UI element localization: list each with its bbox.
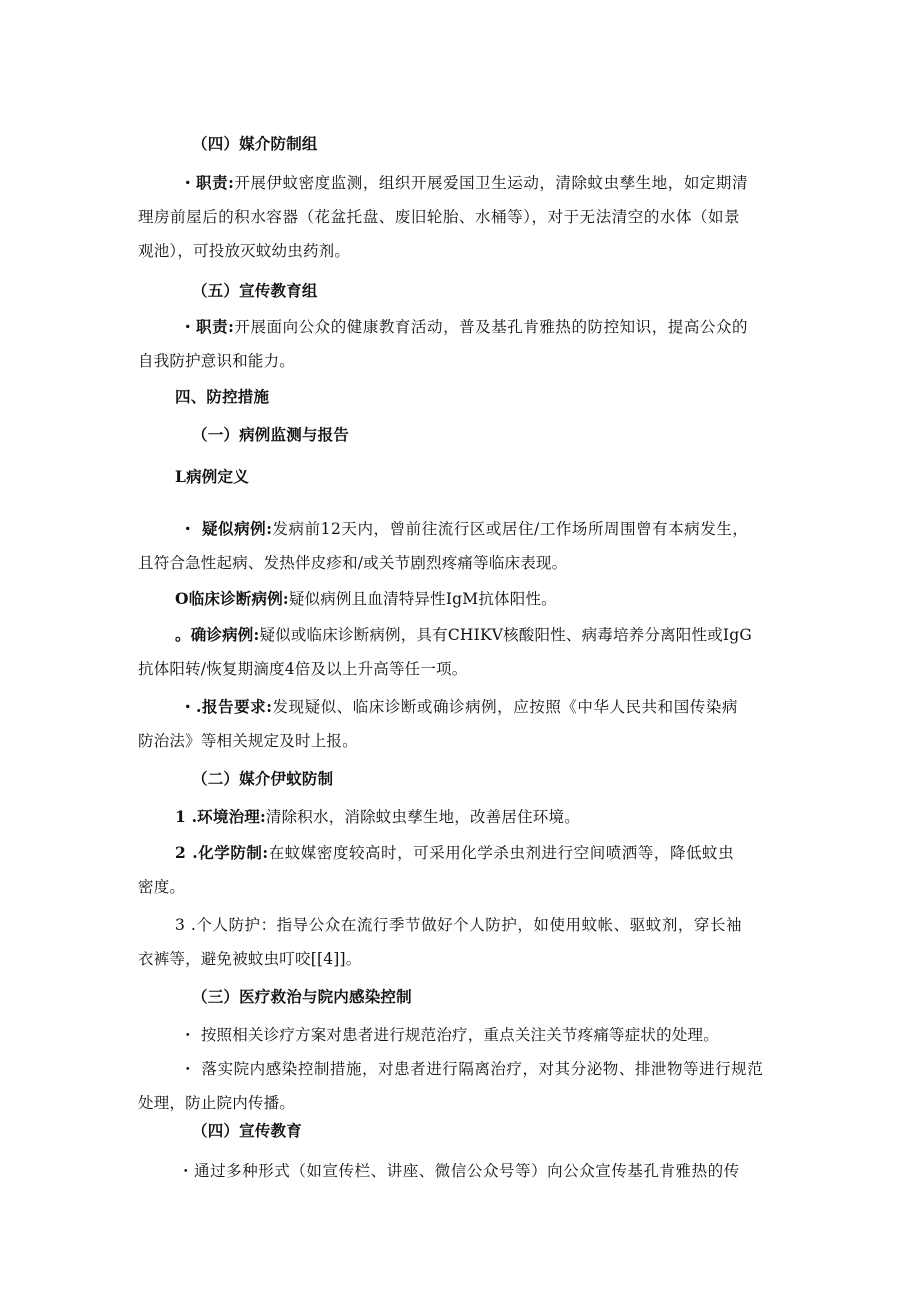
- list-item: ・ 按照相关诊疗方案对患者进行规范治疗，重点关注关节疼痛等症状的处理。: [180, 1026, 719, 1044]
- duty-label: ・职责:: [180, 173, 235, 192]
- heading-publicity: （四）宣传教育: [192, 1121, 302, 1140]
- list-item: ・通过多种形式（如宣传栏、讲座、微信公众号等）向公众宣传基孔肯雅热的传: [178, 1162, 740, 1180]
- report-text: 发现疑似、临床诊断或确诊病例，应按照《中华人民共和国传染病: [272, 698, 738, 716]
- heading-case-definition: L病例定义: [175, 467, 249, 486]
- paragraph-line: [180, 696, 738, 718]
- env-label: 1 .环境治理:: [175, 807, 266, 826]
- paragraph-line: 抗体阳转/恢复期滴度4倍及以上升高等任一项。: [138, 660, 468, 678]
- heading-measures: 四、防控措施: [175, 387, 270, 406]
- paragraph-line: 3 .个人防护：指导公众在流行季节做好个人防护，如使用蚊帐、驱蚊剂，穿长袖: [175, 916, 743, 934]
- duty-text: 开展伊蚊密度监测，组织开展爱国卫生运动，清除蚊虫孳生地，如定期清: [234, 174, 749, 192]
- suspected-label: ・ 疑似病例:: [180, 519, 273, 538]
- env-text: 清除积水，消除蚊虫孳生地，改善居住环境。: [265, 808, 580, 826]
- paragraph-line: [180, 172, 748, 194]
- paragraph-line: [175, 842, 734, 864]
- confirmed-text: 疑似或临床诊断病例，具有CHIKV核酸阳性、病毒培养分离阳性或IgG: [259, 626, 752, 644]
- paragraph-line: [180, 316, 748, 338]
- paragraph-line: 自我防护意识和能力。: [138, 352, 296, 370]
- list-item: ・ 落实院内感染控制措施，对患者进行隔离治疗，对其分泌物、排泄物等进行规范: [180, 1060, 764, 1078]
- report-label: ・.报告要求:: [180, 697, 273, 716]
- heading-case-surveillance: （一）病例监测与报告: [192, 425, 350, 444]
- suspected-text: 发病前12天内，曾前往流行区或居住/工作场所周围曾有本病发生，: [272, 520, 749, 538]
- clinical-label: O临床诊断病例:: [175, 589, 289, 608]
- confirmed-label: 。确诊病例:: [175, 625, 260, 644]
- heading-vector-group: （四）媒介防制组: [192, 134, 318, 153]
- paragraph-line: 衣裤等，避免被蚊虫叮咬[[4]]。: [138, 950, 362, 968]
- paragraph-line: [180, 518, 748, 540]
- clinical-text: 疑似病例且血清特异性IgM抗体阳性。: [288, 590, 557, 608]
- heading-treatment: （三）医疗救治与院内感染控制: [192, 987, 412, 1006]
- chem-label: 2 .化学防制:: [175, 843, 269, 862]
- paragraph-line: [175, 624, 752, 646]
- paragraph-line: [175, 806, 580, 828]
- paragraph-line: 处理，防止院内传播。: [138, 1094, 296, 1112]
- paragraph-line: 防治法》等相关规定及时上报。: [138, 732, 358, 750]
- paragraph-line: 且符合急性起病、发热伴皮疹和/或关节剧烈疼痛等临床表现。: [138, 554, 568, 572]
- paragraph-line: 密度。: [138, 878, 186, 896]
- chem-text: 在蚊媒密度较高时，可采用化学杀虫剂进行空间喷洒等，降低蚊虫: [268, 844, 735, 862]
- duty-label: ・职责:: [180, 317, 235, 336]
- heading-vector-control: （二）媒介伊蚊防制: [192, 769, 334, 788]
- paragraph-line: [175, 588, 557, 610]
- paragraph-line: 观池），可投放灭蚊幼虫药剂。: [138, 242, 351, 260]
- paragraph-line: 理房前屋后的积水容器（花盆托盘、废旧轮胎、水桶等），对于无法清空的水体（如景: [138, 208, 741, 226]
- heading-edu-group: （五）宣传教育组: [192, 281, 318, 300]
- duty-text: 开展面向公众的健康教育活动，普及基孔肯雅热的防控知识，提高公众的: [234, 318, 749, 336]
